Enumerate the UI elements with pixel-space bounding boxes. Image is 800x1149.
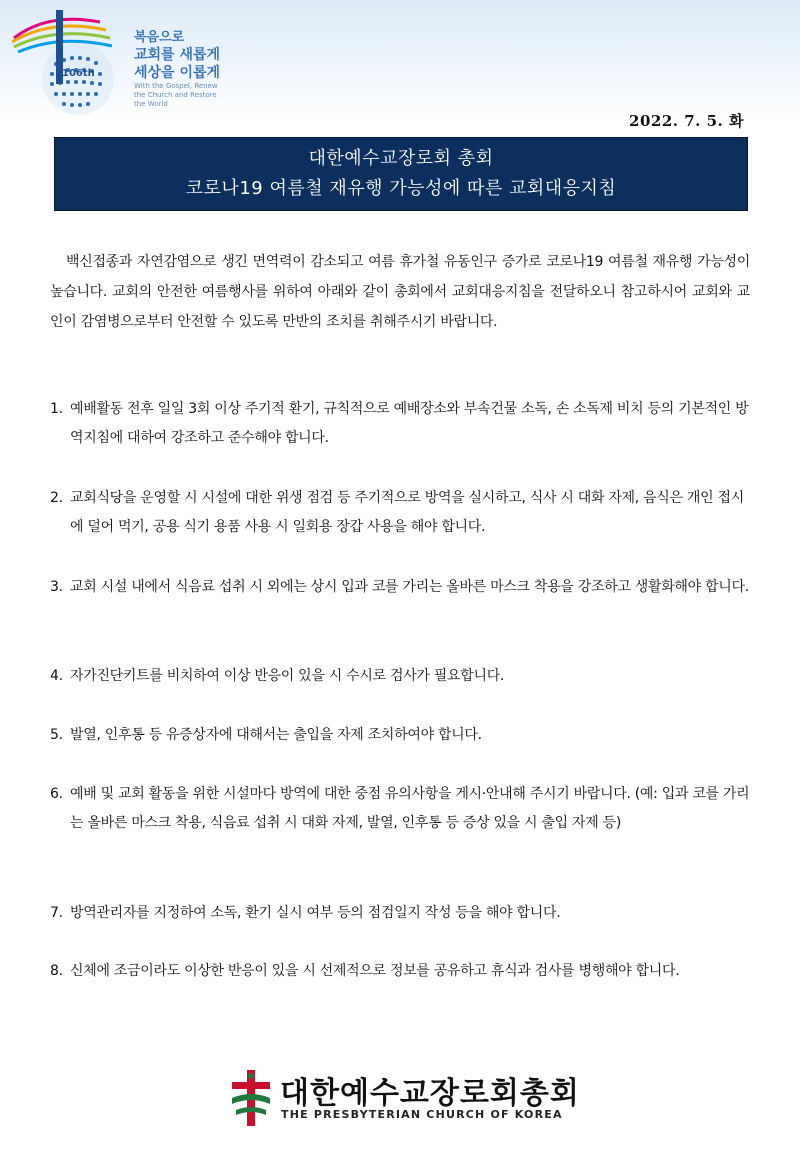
item-text: 자가진단키트를 비치하여 이상 반응이 있을 시 수시로 검사가 필요합니다. — [70, 668, 505, 684]
slogan-line-2: 교회를 새롭게 — [134, 47, 221, 63]
footer-logo — [228, 1064, 580, 1130]
list-item — [50, 957, 750, 986]
title-box — [54, 137, 748, 211]
list-item — [50, 484, 750, 542]
item-number: 1. — [50, 401, 63, 417]
anniversary-number: 106th — [62, 68, 95, 79]
list-item — [50, 721, 750, 750]
item-number: 2. — [50, 490, 63, 506]
item-text: 방역관리자를 지정하여 소독, 환기 실시 여부 등의 점검일지 작성 등을 해야 합니다. — [70, 905, 561, 921]
org-name: 대한예수교장로회총회 — [280, 1076, 580, 1111]
item-number: 4. — [50, 668, 63, 684]
intro-paragraph: 백신접종과 자연감염으로 생긴 면역력이 감소되고 여름 휴가철 유동인구 증가로 코로나19 여름철 재유행 가능성이 높습니다. 교회의 안전한 여름행사를 위하여 아래와 같이 총회에서 교회대응지침을 전달하오니 참고하시어 교회와 교인이 감염병으로부터 안전할 수 있도록 만반의 조치를 취해주시기 바랍니다. — [50, 254, 750, 330]
document-date: 2022. 7. 5. 화 — [629, 112, 744, 130]
item-number: 5. — [50, 727, 63, 743]
slogan-line-3: 세상을 이롭게 — [134, 65, 221, 81]
item-text: 발열, 인후통 등 유증상자에 대해서는 출입을 자제 조치하여야 합니다. — [70, 727, 482, 743]
item-text: 교회식당을 운영할 시 시설에 대한 위생 점검 등 주기적으로 방역을 실시하고, 식사 시 대화 자제, 음식은 개인 접시에 덜어 먹기, 공용 식기 용품 사용 시 일회용 장갑 사용을 해야 합니다. — [70, 490, 744, 535]
item-number: 6. — [50, 786, 63, 802]
slogan-line-1: 복음으로 — [134, 30, 185, 45]
title-org: 대한예수교장로회 총회 — [308, 148, 494, 169]
item-text: 교회 시설 내에서 식음료 섭취 시 외에는 상시 입과 코를 가리는 올바른 마스크 착용을 강조하고 생활화해야 합니다. — [70, 579, 749, 595]
org-name-english: THE PRESBYTERIAN CHURCH OF KOREA — [281, 1108, 563, 1121]
item-text: 예배 및 교회 활동을 위한 시설마다 방역에 대한 중점 유의사항을 게시·안내해 주시기 바랍니다. (예: 입과 코를 가리는 올바른 마스크 착용, 식음료 섭취 시 대화 자제, 발열, 인후통 등 증상 있을 시 출입 자제 등) — [70, 786, 750, 831]
item-number: 8. — [50, 963, 63, 979]
page-title: 코로나19 여름철 재유행 가능성에 따른 교회대응지침 — [185, 178, 617, 199]
item-number: 3. — [50, 579, 63, 595]
item-text: 신체에 조금이라도 이상한 반응이 있을 시 선제적으로 정보를 공유하고 휴식과 검사를 병행해야 합니다. — [70, 963, 680, 979]
list-item — [50, 662, 750, 691]
item-text: 예배활동 전후 일일 3회 이상 주기적 환기, 규칙적으로 예배장소와 부속건물 소독, 손 소독제 비치 등의 기본적인 방역지침에 대하여 강조하고 준수해야 합니다. — [70, 401, 749, 446]
list-item — [50, 780, 750, 838]
list-item — [50, 573, 750, 602]
church-cross-icon — [228, 1070, 274, 1126]
list-item — [50, 899, 750, 928]
slogan-english: With the Gospel, Renew the Church and Restore the World — [134, 82, 218, 108]
list-item — [50, 395, 750, 453]
item-number: 7. — [50, 905, 63, 921]
